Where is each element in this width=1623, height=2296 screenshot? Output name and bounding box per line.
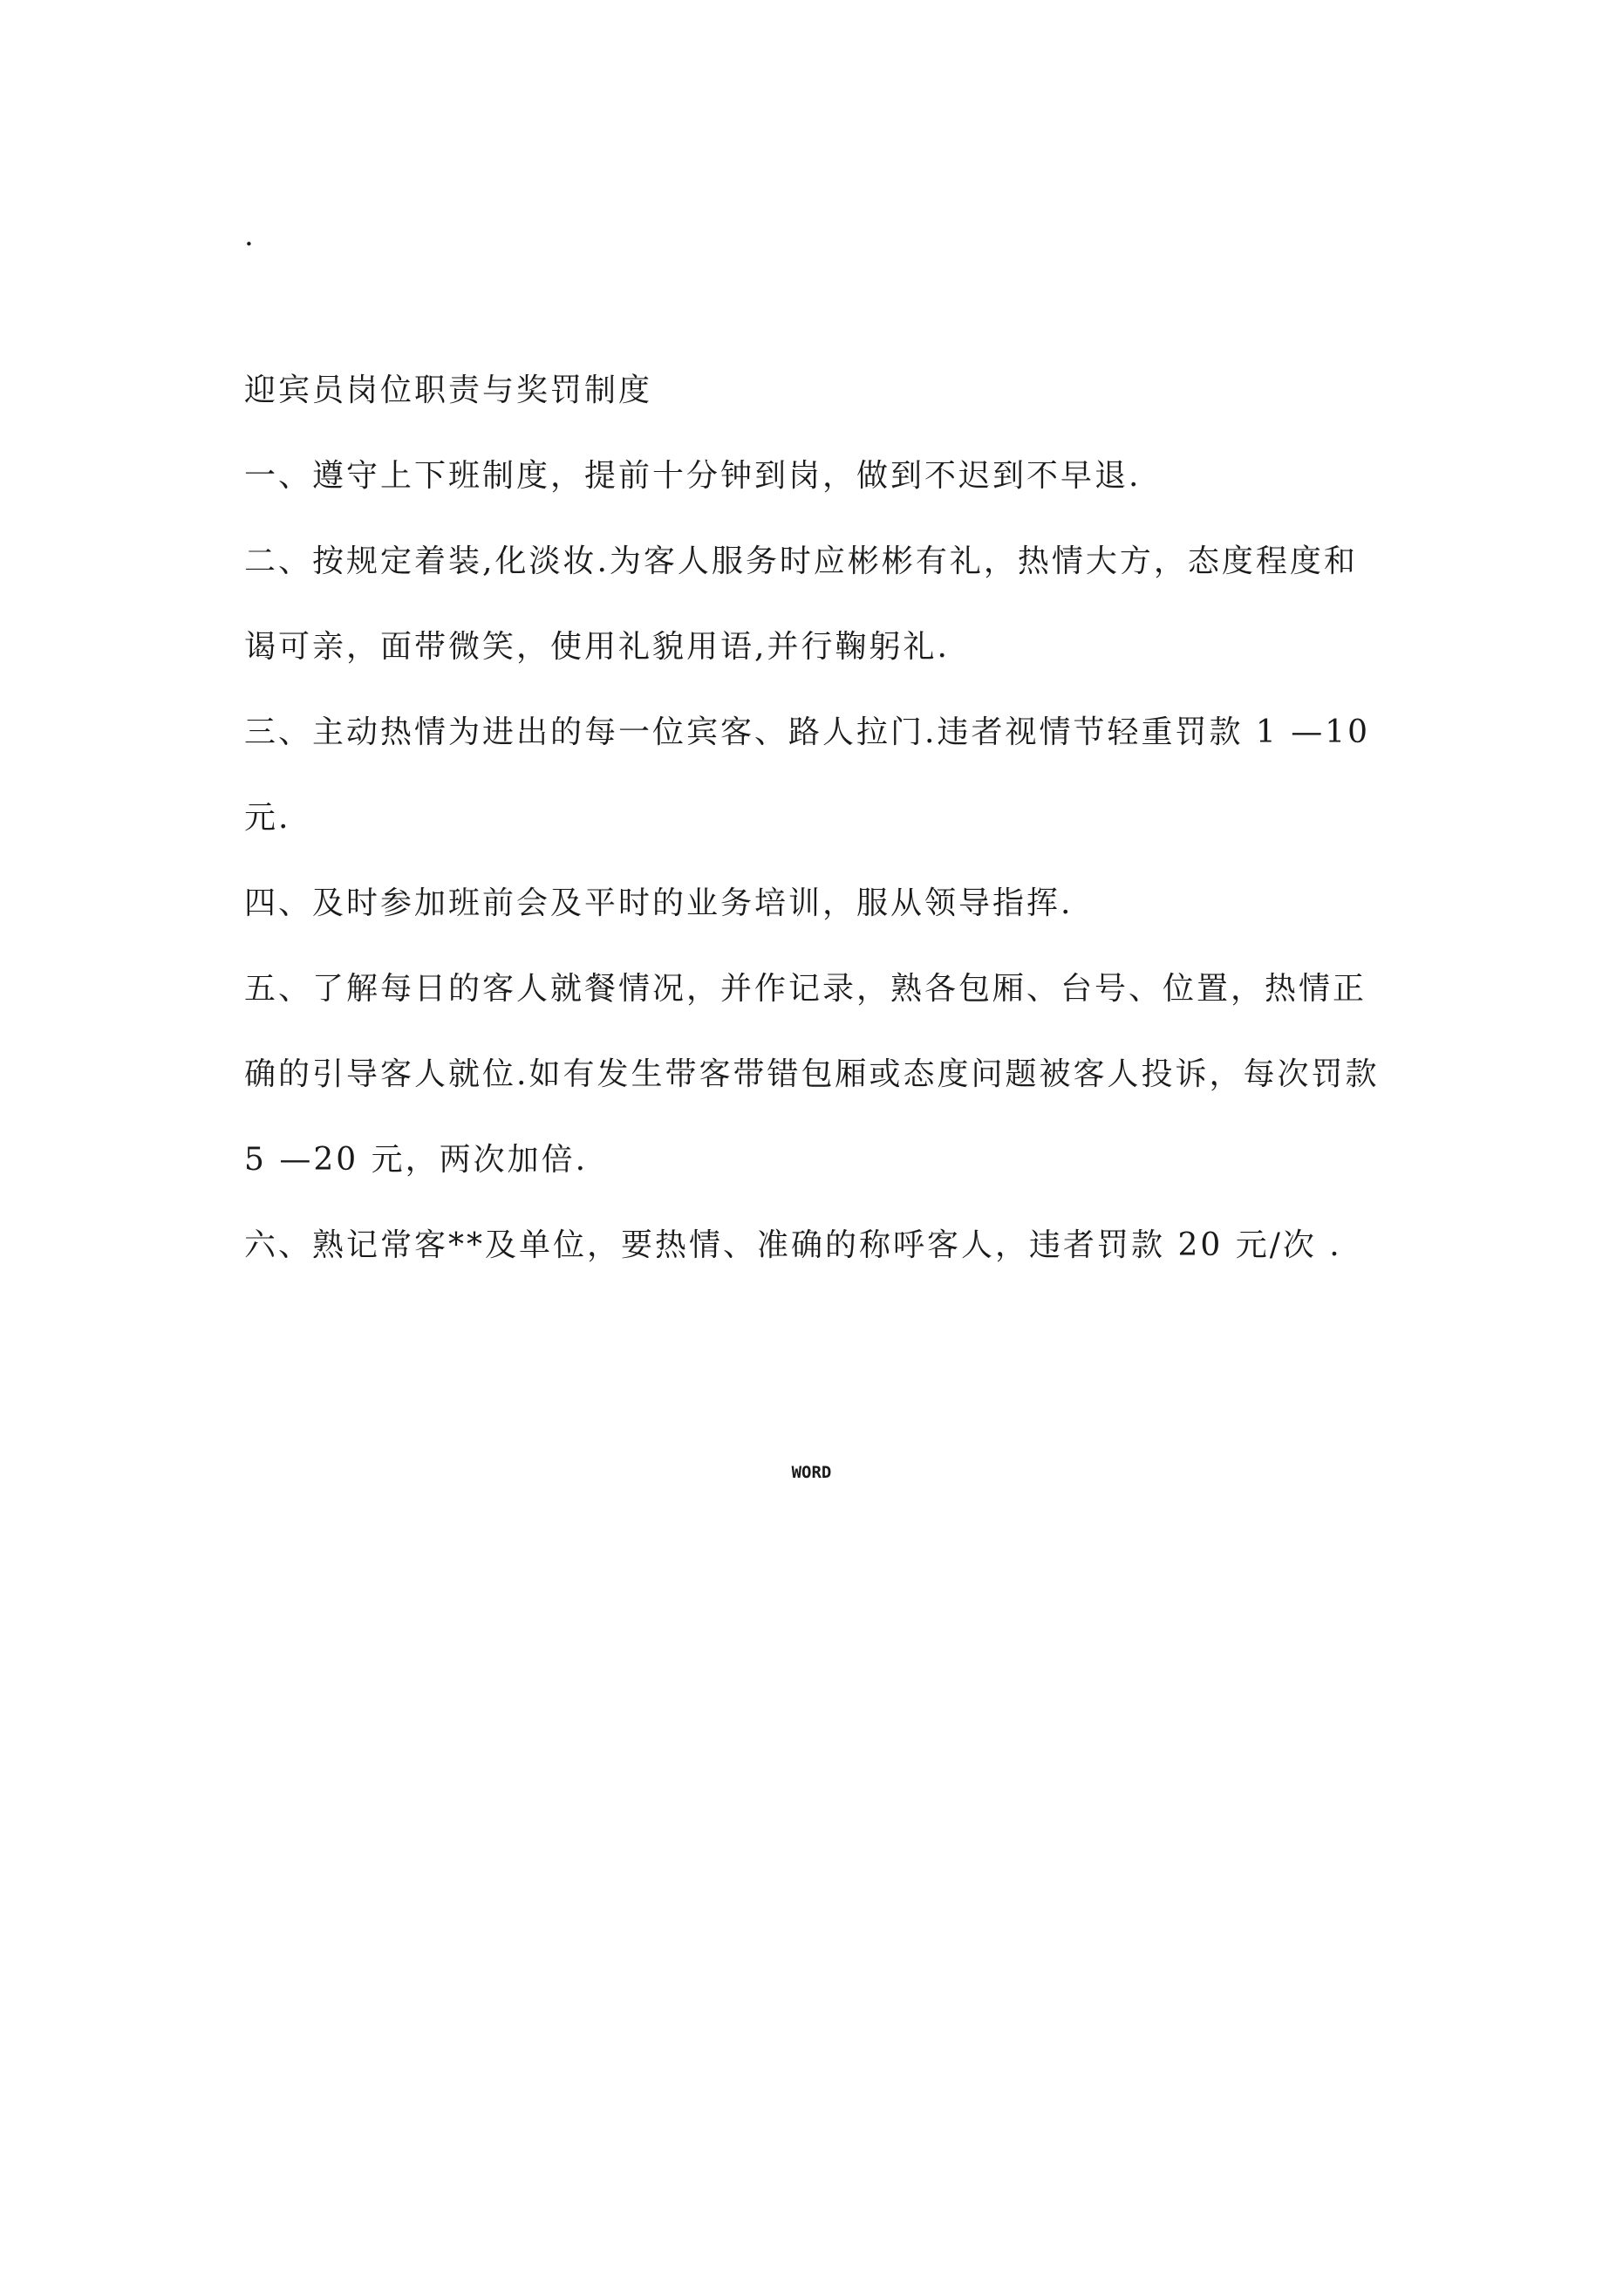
rule-line: 5 —20 元，两次加倍. (244, 1142, 589, 1178)
rule-line: 六、熟记常客**及单位，要热情、准确的称呼客人，违者罚款 20 元/次 . (244, 1227, 1342, 1263)
header-mark: . (244, 218, 254, 253)
rule-line: 一、遵守上下班制度，提前十分钟到岗，做到不迟到不早退. (244, 458, 1142, 494)
rule-line: 五、了解每日的客人就餐情况，并作记录，熟各包厢、台号、位置，热情正 (244, 971, 1367, 1007)
rule-line: 二、按规定着装,化淡妆.为客人服务时应彬彬有礼，热情大方，态度程度和 (244, 543, 1358, 579)
document-body (244, 373, 1404, 1314)
rule-line: 三、主动热情为进出的每一位宾客、路人拉门.违者视情节轻重罚款 1 —10 (244, 714, 1371, 750)
footer-label: WORD (791, 1463, 832, 1482)
rule-line: 元. (244, 800, 291, 836)
rule-line: 四、及时参加班前会及平时的业务培训，服从领导指挥. (244, 885, 1074, 921)
rule-line: 确的引导客人就位.如有发生带客带错包厢或态度问题被客人投诉，每次罚款 (244, 1056, 1380, 1092)
rule-line: 谒可亲，面带微笑，使用礼貌用语,并行鞠躬礼. (244, 629, 950, 665)
document-title: 迎宾员岗位职责与奖罚制度 (244, 372, 653, 408)
